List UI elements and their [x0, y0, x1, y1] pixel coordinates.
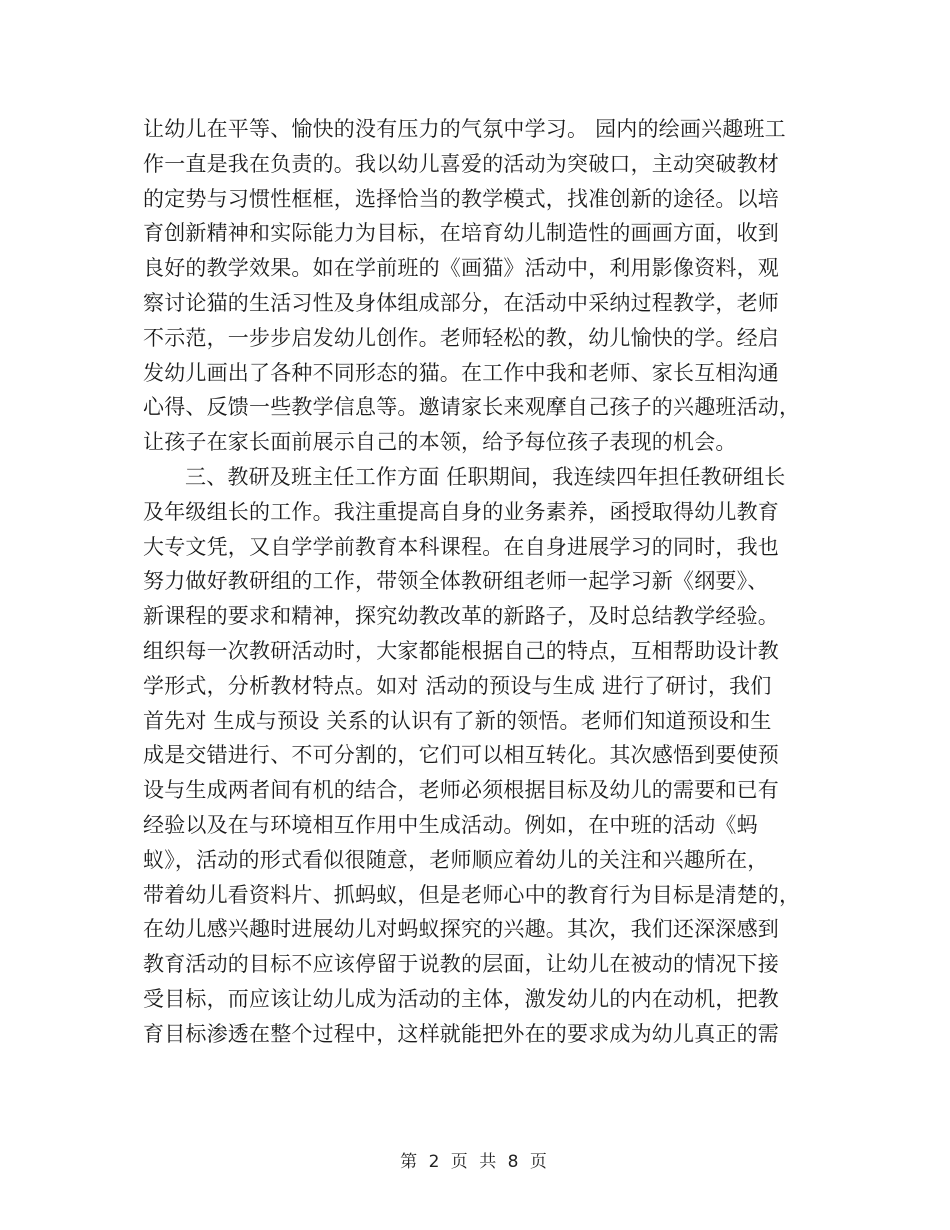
- text-line: 育目标渗透在整个过程中，这样就能把外在的要求成为幼儿真正的需: [143, 1021, 779, 1046]
- text-line: 大专文凭，又自学学前教育本科课程。在自身进展学习的同时，我也: [143, 534, 779, 559]
- text-line: 首先对 生成与预设 关系的认识有了新的领悟。老师们知道预设和生: [143, 708, 772, 733]
- text-line: 及年级组长的工作。我注重提高自身的业务素养，函授取得幼儿教育: [143, 499, 779, 524]
- text-line: 经验以及在与环境相互作用中生成活动。例如，在中班的活动《蚂: [143, 812, 758, 837]
- text-line: 的定势与习惯性框框，选择恰当的教学模式，找准创新的途径。以培: [143, 186, 779, 211]
- text-line: 察讨论猫的生活习性及身体组成部分，在活动中采纳过程教学，老师: [143, 290, 779, 315]
- section-heading-line: 三、教研及班主任工作方面 任职期间，我连续四年担任教研组长: [185, 464, 786, 489]
- text-line: 新课程的要求和精神，探究幼教改革的新路子，及时总结教学经验。: [143, 604, 779, 629]
- text-line: 努力做好教研组的工作，带领全体教研组老师一起学习新《纲要》、: [143, 569, 769, 594]
- text-line: 学形式，分析教材特点。如对 活动的预设与生成 进行了研讨，我们: [143, 673, 772, 698]
- text-line: 作一直是我在负责的。我以幼儿喜爱的活动为突破口，主动突破教材: [143, 151, 779, 176]
- text-line: 带着幼儿看资料片、抓蚂蚁，但是老师心中的教育行为目标是清楚的，: [143, 882, 801, 907]
- page-number-footer: 第 2 页 共 8 页: [400, 1152, 550, 1172]
- text-line: 成是交错进行、不可分割的，它们可以相互转化。其次感悟到要使预: [143, 743, 779, 768]
- text-line: 教育活动的目标不应该停留于说教的层面，让幼儿在被动的情况下接: [143, 952, 779, 977]
- text-line: 在幼儿感兴趣时进展幼儿对蚂蚁探究的兴趣。其次，我们还深深感到: [143, 917, 779, 942]
- text-line: 受目标，而应该让幼儿成为活动的主体，激发幼儿的内在动机，把教: [143, 986, 779, 1011]
- text-line: 育创新精神和实际能力为目标，在培育幼儿制造性的画画方面，收到: [143, 221, 779, 246]
- body-text: [143, 112, 803, 1052]
- text-line: 组织每一次教研活动时，大家都能根据自己的特点，互相帮助设计教: [143, 638, 779, 663]
- text-line: 让幼儿在平等、愉快的没有压力的气氛中学习。 园内的绘画兴趣班工: [143, 117, 786, 141]
- text-line: 蚁》，活动的形式看似很随意，老师顺应着幼儿的关注和兴趣所在，: [143, 847, 769, 872]
- text-line: 设与生成两者间有机的结合，老师必须根据目标及幼儿的需要和已有: [143, 778, 779, 803]
- text-line: 不示范，一步步启发幼儿创作。老师轻松的教，幼儿愉快的学。经启: [143, 325, 779, 350]
- text-line: 良好的教学效果。如在学前班的《画猫》活动中，利用影像资料，观: [143, 256, 779, 281]
- text-line: 让孩子在家长面前展示自己的本领，给予每位孩子表现的机会。: [143, 430, 737, 455]
- text-line: 发幼儿画出了各种不同形态的猫。在工作中我和老师、家长互相沟通: [143, 360, 779, 385]
- text-line: 心得、反馈一些教学信息等。邀请家长来观摩自己孩子的兴趣班活动，: [143, 395, 801, 420]
